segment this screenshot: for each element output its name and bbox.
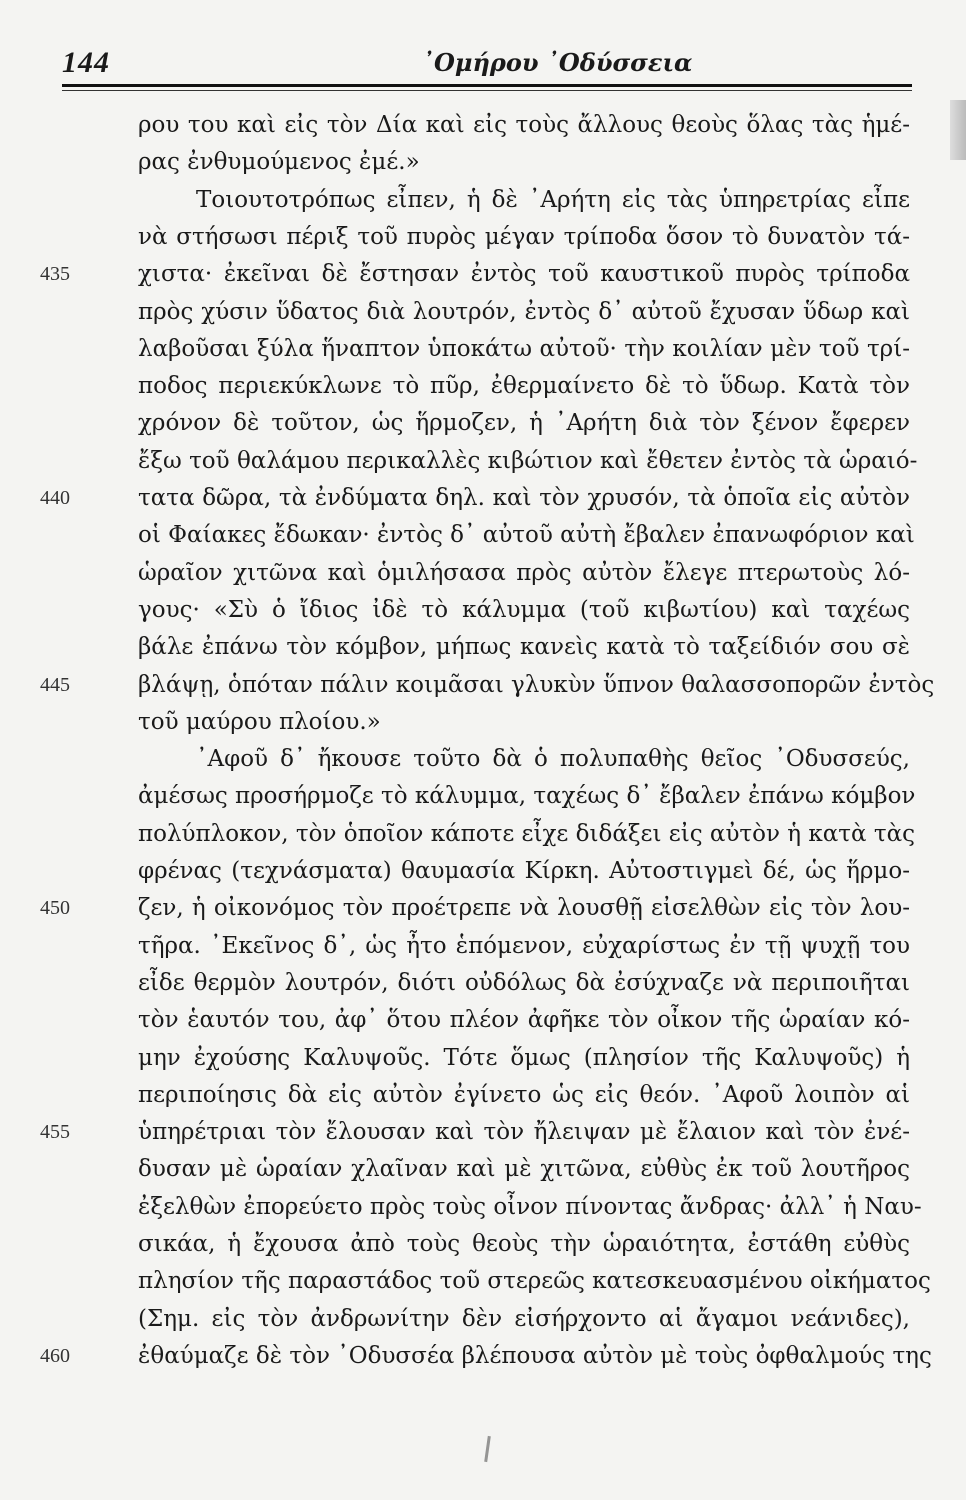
text-line: χιστα· ἐκεῖναι δὲ ἔστησαν ἐντὸς τοῦ καυστικοῦ πυρὸς τρίποδα: [138, 261, 910, 288]
margin-line-number: 455: [40, 1121, 70, 1144]
text-line: δυσαν μὲ ὡραίαν χλαῖναν καὶ μὲ χιτῶνα, εὐθὺς ἐκ τοῦ λουτῆρος: [138, 1156, 910, 1183]
running-title: ᾿Ομήρου ᾿Οδύσσεια: [422, 48, 693, 77]
text-line: φρένας (τεχνάσματα) θαυμασία Κίρκη. Αὐτοστιγμεὶ δέ, ὡς ἥρμο-: [138, 858, 910, 884]
margin-line-number: 450: [40, 897, 70, 920]
margin-line-number: 460: [40, 1344, 70, 1367]
text-line: ρου του καὶ εἰς τὸν Δία καὶ εἰς τοὺς ἄλλους θεοὺς ὅλας τὰς ἡμέ-: [138, 112, 910, 138]
text-line: βάλε ἐπάνω τὸν κόμβον, μήπως κανεὶς κατὰ τὸ ταξείδιόν σου σὲ: [138, 634, 910, 661]
text-line: ἐθαύμαζε δὲ τὸν ᾿Οδυσσέα βλέπουσα αὐτὸν μὲ τοὺς ὀφθαλμούς της: [138, 1342, 932, 1369]
ink-smudge: [484, 1436, 491, 1462]
text-line: μην ἐχούσης Καλυψοῦς. Τότε ὅμως (πλησίον τῆς Καλυψοῦς) ἡ: [138, 1044, 910, 1071]
text-line: ἐξελθὼν ἐπορεύετο πρὸς τοὺς οἶνον πίνοντας ἄνδρας· ἀλλ᾿ ἡ Ναυ-: [138, 1193, 922, 1220]
header-rule-thin: [62, 90, 912, 91]
header-rule: [62, 84, 912, 87]
text-line: χρόνον δὲ τοῦτον, ὡς ἥρμοζεν, ἡ ᾿Αρήτη διὰ τὸν ξένον ἔφερεν: [138, 410, 910, 437]
text-line: ἔξω τοῦ θαλάμου περικαλλὲς κιβώτιον καὶ ἔθετεν ἐντὸς τὰ ὡραιό-: [138, 447, 918, 474]
margin-line-number: 435: [40, 263, 70, 286]
text-line: τοῦ μαύρου πλοίου.»: [138, 708, 381, 735]
text-line: ἀμέσως προσήρμοζε τὸ κάλυμμα, ταχέως δ᾿ ἔβαλεν ἐπάνω κόμβον: [138, 783, 916, 810]
text-line: σικάα, ἡ ἔχουσα ἀπὸ τοὺς θεοὺς τὴν ὡραιότητα, ἐστάθη εὐθὺς: [138, 1231, 910, 1257]
text-line: περιποίησις δὰ εἰς αὐτὸν ἐγίνετο ὡς εἰς θεόν. ᾿Αφοῦ λοιπὸν αἱ: [138, 1081, 910, 1108]
text-line: ὡραῖον χιτῶνα καὶ ὁμιλήσασα πρὸς αὐτὸν ἔλεγε πτερωτοὺς λό-: [138, 559, 910, 586]
text-line: γους· «Σὺ ὁ ἴδιος ἰδὲ τὸ κάλυμμα (τοῦ κιβωτίου) καὶ ταχέως: [138, 596, 910, 623]
text-line: βλάψῃ, ὁπόταν πάλιν κοιμᾶσαι γλυκὺν ὕπνον θαλασσοπορῶν ἐντὸς: [138, 671, 935, 698]
text-line: λαβοῦσαι ξύλα ἥναπτον ὑποκάτω αὐτοῦ· τὴν κοιλίαν μὲν τοῦ τρί-: [138, 335, 910, 362]
text-line: ποδος περιεκύκλωνε τὸ πῦρ, ἐθερμαίνετο δὲ τὸ ὕδωρ. Κατὰ τὸν: [138, 373, 910, 400]
text-line: ὑπηρέτριαι τὸν ἔλουσαν καὶ τὸν ἤλειψαν μὲ ἔλαιον καὶ τὸν ἐνέ-: [138, 1119, 910, 1146]
text-line: τὸν ἑαυτόν του, ἀφ᾿ ὅτου πλέον ἀφῆκε τὸν οἶκον τῆς ὡραίαν κό-: [138, 1007, 910, 1034]
text-line: νὰ στήσωσι πέριξ τοῦ πυρὸς μέγαν τρίποδα ὅσον τὸ δυνατὸν τά-: [138, 223, 910, 250]
text-line: (Σημ. εἰς τὸν ἀνδρωνίτην δὲν εἰσήρχοντο αἱ ἄγαμοι νεάνιδες),: [138, 1305, 910, 1332]
margin-line-number: 445: [40, 673, 70, 696]
text-line: Τοιουτοτρόπως εἶπεν, ἡ δὲ ᾿Αρήτη εἰς τὰς ὑπηρετρίας εἶπε: [196, 186, 910, 213]
page-header: [62, 38, 912, 84]
text-line: εἶδε θερμὸν λουτρόν, διότι οὐδόλως δὰ ἐσύχναζε νὰ περιποιῆται: [138, 969, 910, 996]
text-line: πλησίον τῆς παραστάδος τοῦ στερεῶς κατεσκευασμένου οἰκήματος: [138, 1268, 931, 1295]
text-line: τατα δῶρα, τὰ ἐνδύματα δηλ. καὶ τὸν χρυσόν, τὰ ὁποῖα εἰς αὐτὸν: [138, 485, 910, 511]
text-line: τῆρα. ᾿Εκεῖνος δ᾿, ὡς ἦτο ἑπόμενον, εὐχαρίστως ἐν τῇ ψυχῇ του: [138, 932, 910, 959]
text-line: ζεν, ἡ οἰκονόμος τὸν προέτρεπε νὰ λουσθῇ εἰσελθὼν εἰς τὸν λου-: [138, 895, 910, 922]
text-line: ρας ἐνθυμούμενος ἐμέ.»: [138, 149, 420, 176]
text-line: ᾿Αφοῦ δ᾿ ἤκουσε τοῦτο δὰ ὁ πολυπαθὴς θεῖος ᾿Οδυσσεύς,: [196, 746, 910, 773]
page-number: 144: [62, 46, 110, 79]
text-line: οἱ Φαίακες ἔδωκαν· ἐντὸς δ᾿ αὐτοῦ αὐτὴ ἔβαλεν ἐπανωφόριον καὶ: [138, 522, 915, 549]
text-line: πρὸς χύσιν ὕδατος διὰ λουτρόν, ἐντὸς δ᾿ αὐτοῦ ἔχυσαν ὕδωρ καὶ: [138, 298, 910, 325]
margin-line-number: 440: [40, 487, 70, 509]
text-line: πολύπλοκον, τὸν ὁποῖον κάποτε εἶχε διδάξει εἰς αὐτὸν ἡ κατὰ τὰς: [138, 820, 916, 847]
page-edge-shadow: [950, 100, 966, 160]
